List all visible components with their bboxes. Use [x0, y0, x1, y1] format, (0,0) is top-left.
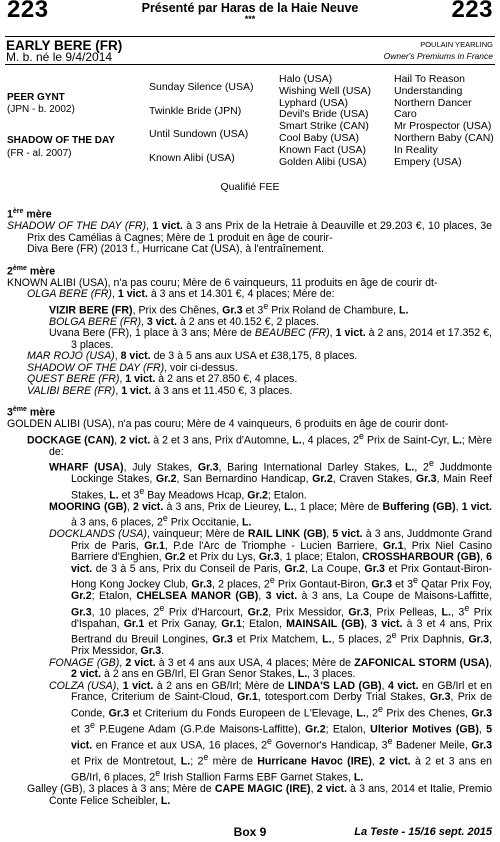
produce-line: MOORING (GB), 2 vict. à 3 ans, Prix de Lieurey, L., 1 place; Mère de Buffering (GB), 1 vict. à 3 ans, 6 places, 2e Prix Occitanie, L. — [49, 500, 492, 529]
premium-note: Owner's Premiums in France — [383, 51, 493, 61]
grandsire-maternal: Until Sundown (USA) — [149, 128, 249, 140]
produce-line: FONAGE (GB), 2 vict. à 3 et 4 ans aux USA, 4 places; Mère de ZAFONICAL STORM (USA), 2 vict. à 2 ans en GB/Irl, El Gran Senor Stakes, L., 3 places. — [49, 656, 492, 681]
pedigree-gen4-column — [394, 74, 494, 168]
section-suffix: ère — [12, 208, 24, 215]
sire-info: (JPN - b. 2002) — [7, 104, 75, 115]
section-word: mère — [29, 265, 56, 278]
produce-line: VALIBI BERE (FR), 1 vict. à 3 ans et 11.450 €, 3 places. — [27, 384, 293, 397]
pedigree-gen4-entry: Caro — [394, 108, 417, 121]
stars: *** — [244, 14, 256, 24]
pedigree-gen3-entry: Lyphard (USA) — [279, 96, 349, 109]
pedigree-gen4-entry: Understanding — [394, 84, 463, 97]
section-suffix: ème — [12, 406, 27, 414]
horse-title-box — [5, 36, 495, 65]
produce-line: WHARF (USA), July Stakes, Gr.3, Baring International Darley Stakes, L., 2e Juddmonte Lockinge Stakes, Gr.2, San Bernardino Handicap, Gr.2, Craven Stakes, Gr.3, Main Reef Stakes, L. et 3e Bay Meadows Hcap, Gr.2; Etalon. — [49, 458, 493, 502]
section-num: 3 — [7, 406, 13, 419]
produce-line: QUEST BERE (FR), 1 vict. à 2 ans et 27.850 €, 4 places. — [27, 373, 298, 386]
produce-line: OLGA BERE (FR), 1 vict. à 3 ans et 14.301 €, 4 places; Mère de: — [27, 288, 335, 301]
pedigree-gen3-entry: Halo (USA) — [279, 73, 333, 85]
pedigree-gen3-entry: Known Fact (USA) — [279, 143, 366, 156]
produce-line: Diva Bere (FR) (2013 f., Hurricane Cat (USA), à l'entraînement. — [27, 243, 324, 256]
lot-number-right: 223 — [451, 0, 493, 23]
granddam-paternal: Twinkle Bride (JPN) — [149, 105, 242, 117]
pedigree-gen3-entry: Cool Baby (USA) — [279, 131, 359, 144]
produce-line: COLZA (USA), 1 vict. à 2 ans en GB/Irl; Mère de LINDA'S LAD (GB), 4 vict. en GB/Irl et en France, Criterium de Saint-Cloud, Gr.1, totesport.com Derby Trial Stakes, Gr.3, Prix de Conde, Gr.3 et Criterium du Fonds Europeen de L'Elevage, L., 2e Prix des Chenes, Gr.3 et 3e P.Eugene Adam (G.P.de Maisons-Laffitte), Gr.2; Etalon, Ulterior Motives (GB), 5 vict. en France et aux USA, 16 places, 2e Governor's Handicap, 3e Badener Meile, Gr.3 et Prix de Montretout, L.; 2e mère de Hurricane Havoc (IRE), 2 vict. à 2 et 3 ans en GB/Irl, 6 places, 2e Irish Stallion Farms EBF Garnet Stakes, L. — [49, 679, 493, 784]
horse-category: POULAIN YEARLING — [420, 40, 493, 49]
pedigree-gen4-entry: Mr Prospector (USA) — [394, 120, 492, 133]
page-header — [7, 0, 493, 36]
pedigree-gen3-entry: Golden Alibi (USA) — [279, 155, 367, 168]
box-number: Box 9 — [233, 825, 267, 839]
consignor: Présenté par Haras de la Haie Neuve — [141, 1, 359, 15]
dam-name: SHADOW OF THE DAY — [7, 135, 115, 146]
grandsire-paternal: Sunday Silence (USA) — [149, 81, 254, 93]
pedigree-gen3-entry: Devil's Bride (USA) — [279, 108, 369, 121]
pedigree-gen4-entry: Northern Baby (CAN) — [394, 131, 494, 144]
dam-info: (FR - al. 2007) — [7, 148, 72, 159]
section-num: 1 — [7, 208, 13, 221]
pedigree-gen4-entry: Hail To Reason — [394, 73, 466, 85]
section-third-dam — [7, 404, 492, 419]
produce-line: Uvana Bere (FR), 1 place à 3 ans; Mère de BEAUBEC (FR), 1 vict. à 2 ans, 2014 et 17.352 €, 3 places. — [49, 327, 492, 351]
produce-line: SHADOW OF THE DAY (FR), voir ci-dessus. — [27, 361, 238, 374]
sire-name: PEER GYNT — [7, 92, 65, 103]
horse-description: M. b. né le 9/4/2014 — [6, 50, 113, 64]
sale-info: La Teste - 15/16 sept. 2015 — [354, 826, 492, 838]
produce-line: VIZIR BERE (FR), Prix des Chênes, Gr.3 et 3e Prix Roland de Chambure, L. — [49, 300, 409, 317]
pedigree-gen3-entry: Wishing Well (USA) — [279, 84, 371, 97]
section-num: 2 — [7, 265, 13, 278]
pedigree-gen4-entry: Northern Dancer — [394, 96, 472, 109]
page-footer — [0, 825, 500, 839]
section-suffix: ème — [12, 264, 27, 272]
produce-line: DOCKAGE (CAN), 2 vict. à 2 et 3 ans, Prix d'Automne, L., 4 places, 2e Prix de Saint-Cyr, L.; Mère de: — [27, 430, 492, 458]
qualification: Qualifié FEE — [220, 181, 280, 193]
second-dam-record: KNOWN ALIBI (USA), n'a pas couru; Mère de 6 vainqueurs, 11 produits en âge de courir dt- — [7, 276, 438, 289]
produce-line: BOLGA BERE (FR), 3 vict. à 2 ans et 40.152 €, 2 places. — [49, 315, 319, 328]
section-second-dam — [7, 263, 492, 278]
section-word: mère — [29, 406, 56, 419]
granddam-maternal: Known Alibi (USA) — [149, 152, 235, 164]
produce-line: DOCKLANDS (USA), vainqueur; Mère de RAIL LINK (GB), 5 vict. à 3 ans, Juddmonte Grand Prix de Paris, Gr.1, P.de l'Arc de Triomphe - Lucien Barriere, Gr.1, Prix Niel Casino Barriere d'Enghien, Gr.2 et Prix du Lys, Gr.3, 1 place; Etalon, CROSSHARBOUR (GB), 6 vict. de 3 à 5 ans, Prix du Conseil de Paris, Gr.2, La Coupe, Gr.3 et Prix Gontaut-Biron-Hong Kong Jockey Club, Gr.3, 2 places, 2e Prix Gontaut-Biron, Gr.3 et 3e Qatar Prix Foy, Gr.2; Etalon, CHELSEA MANOR (GB), 3 vict. à 3 ans, La Coupe de Maisons-Laffitte, Gr.3, 10 places, 2e Prix d'Harcourt, Gr.2, Prix Messidor, Gr.3, Prix Pelleas, L., 3e Prix d'Ispahan, Gr.1 et Prix Ganay, Gr.1; Etalon, MAINSAIL (GB), 3 vict. à 3 et 4 ans, Prix Bertrand du Breuil Longines, Gr.3 et Prix Matchem, L., 5 places, 2e Prix Daphnis, Gr.3, Prix Messidor, Gr.3. — [49, 528, 493, 658]
section-first-dam — [7, 206, 492, 221]
section-word: mère — [26, 208, 52, 221]
horse-name: EARLY BERE (FR) — [6, 38, 123, 53]
dam-record: SHADOW OF THE DAY (FR), 1 vict. à 3 ans Prix de la Hetraie à Deauville et 29.203 €, 10 places, 3e Prix des Camélias à Cagnes; Mère de 1 produit en âge de courir- — [7, 220, 493, 244]
produce-line: Galley (GB), 3 places à 3 ans; Mère de CAPE MAGIC (IRE), 2 vict. à 3 ans, 2014 et Italie, Premio Conte Felice Scheibler, L. — [27, 783, 492, 807]
third-dam-record: GOLDEN ALIBI (USA), n'a pas couru; Mère de 4 vainqueurs, 6 produits en âge de courir dont- — [7, 418, 449, 431]
pedigree-gen3-column — [279, 74, 371, 168]
lot-number-left: 223 — [7, 0, 49, 23]
pedigree-gen4-entry: Empery (USA) — [394, 155, 462, 168]
produce-record — [7, 206, 492, 807]
pedigree-table — [7, 68, 496, 180]
pedigree-gen4-entry: In Reality — [394, 143, 438, 156]
produce-line: MAR ROJO (USA), 8 vict. de 3 à 5 ans aux USA et £38,175, 8 places. — [27, 350, 358, 363]
pedigree-gen3-entry: Smart Strike (CAN) — [279, 120, 369, 133]
